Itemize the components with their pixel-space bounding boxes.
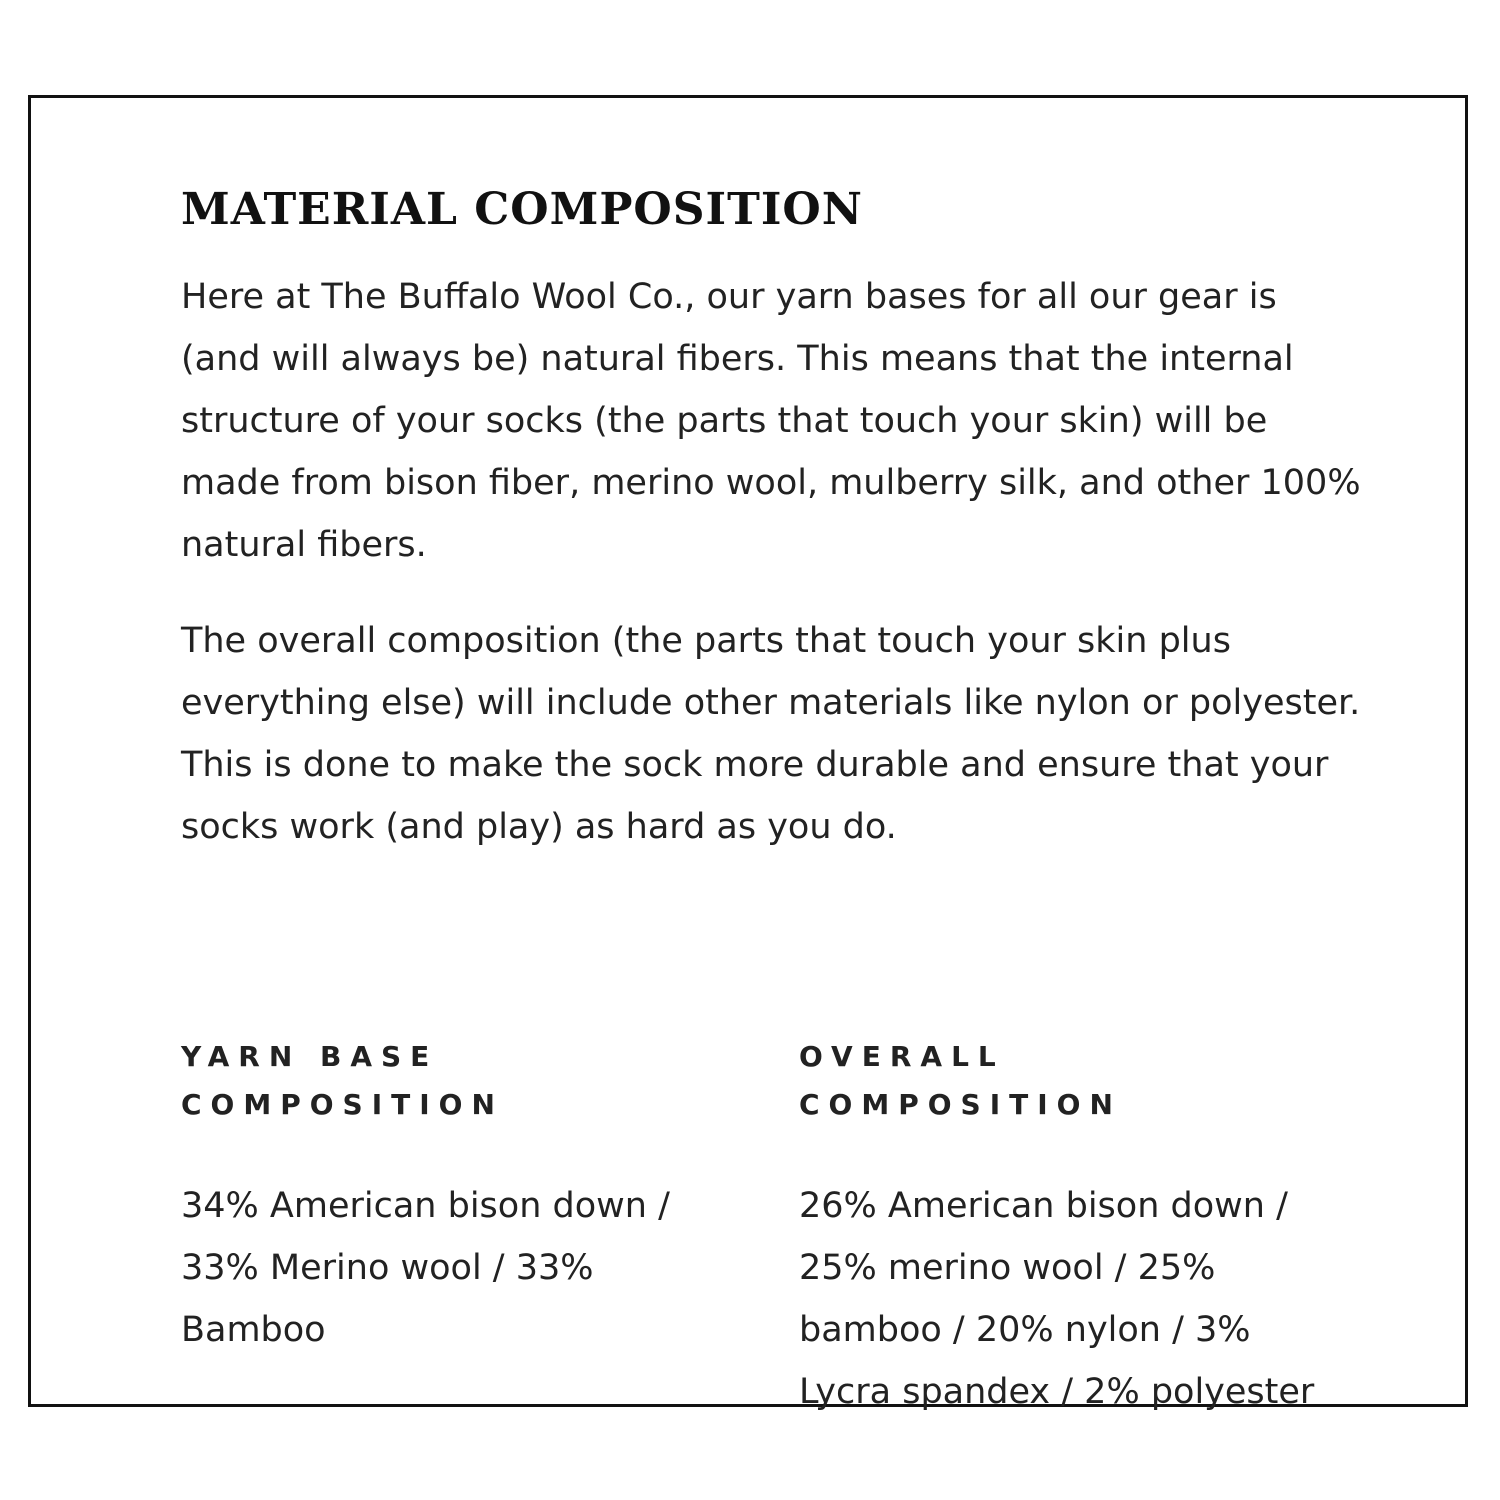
yarn-base-heading-line: YARN BASE	[181, 1040, 439, 1073]
composition-line: 33% Merino wool / 33%	[181, 1248, 594, 1288]
composition-columns	[181, 1033, 1361, 1433]
composition-line: bamboo / 20% nylon / 3%	[799, 1310, 1251, 1350]
yarn-base-heading	[181, 1033, 741, 1129]
yarn-base-heading-line: COMPOSITION	[181, 1088, 504, 1121]
overall-heading	[799, 1033, 1359, 1129]
content-frame	[28, 95, 1468, 1412]
section-title: MATERIAL COMPOSITION	[181, 184, 863, 235]
composition-line: 34% American bison down /	[181, 1186, 670, 1226]
yarn-base-column	[181, 1033, 741, 1361]
composition-line: Lycra spandex / 2% polyester	[799, 1372, 1315, 1412]
composition-line: Bamboo	[181, 1310, 326, 1350]
intro-paragraph: Here at The Buffalo Wool Co., our yarn bases for all our gear is (and will always be) natural fibers. This means that the internal structure of your socks (the parts that touch your skin) will be made from bison fiber, merino wool, mulberry silk, and other 100% natural fibers.	[181, 277, 1361, 565]
overall-column	[799, 1033, 1359, 1423]
material-composition-section	[181, 178, 1361, 1412]
composition-line: 26% American bison down /	[799, 1186, 1288, 1226]
overall-heading-line: COMPOSITION	[799, 1088, 1122, 1121]
overall-paragraph: The overall composition (the parts that touch your skin plus everything else) will include other materials like nylon or polyester. This is done to make the sock more durable and ensure that your socks work (and play) as hard as you do.	[181, 621, 1361, 847]
composition-line: 25% merino wool / 25%	[799, 1248, 1216, 1288]
overall-composition	[799, 1175, 1359, 1423]
yarn-base-composition	[181, 1175, 741, 1361]
overall-heading-line: OVERALL	[799, 1040, 1005, 1073]
